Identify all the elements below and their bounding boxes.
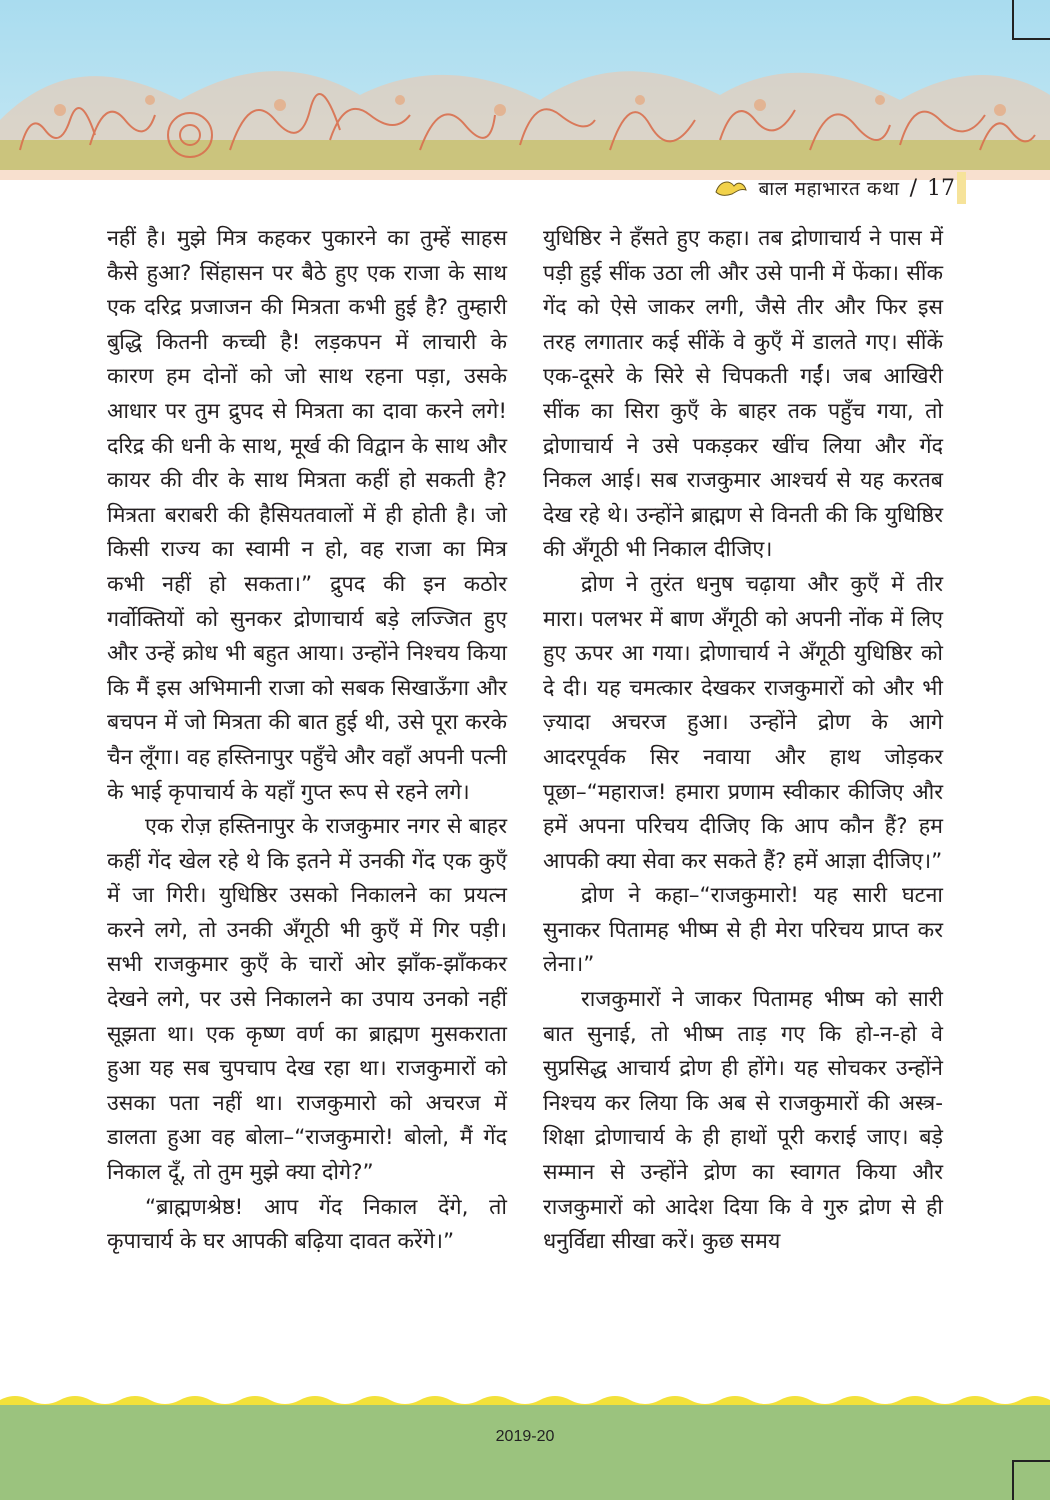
text-column-right — [543, 222, 943, 1260]
paragraph: द्रोण ने तुरंत धनुष चढ़ाया और कुएँ में तीर मारा। पलभर में बाण अँगूठी को अपनी नोंक में लिए हुए ऊपर आ गया। द्रोणाचार्य ने अँगूठी युधिष्ठिर को दे दी। यह चमत्कार देखकर राजकुमारों को और भी ज़्यादा अचरज हुआ। उन्होंने द्रोण के आगे आदरपूर्वक सिर नवाया और हाथ जोड़कर पूछा–“महाराज! हमारा प्रणाम स्वीकार कीजिए और हमें अपना परिचय दीजिए कि आप कौन हैं? हम आपकी क्या सेवा कर सकते हैं? हमें आज्ञा दीजिए।” — [543, 571, 943, 874]
header-separator: / — [909, 175, 917, 201]
paragraph: द्रोण ने कहा–“राजकुमारो! यह सारी घटना सुनाकर पितामह भीष्म से ही मेरा परिचय प्राप्त कर लेना।” — [543, 883, 943, 978]
frieze-decoration — [0, 40, 1050, 180]
footer-band — [0, 1405, 1050, 1500]
header-accent-bar — [957, 172, 966, 204]
crop-mark — [1012, 38, 1050, 40]
running-header — [714, 170, 955, 206]
paragraph: युधिष्ठिर ने हँसते हुए कहा। तब द्रोणाचार्य ने पास में पड़ी हुई सींक उठा ली और उसे पानी में फेंका। सींक गेंद को ऐसे जाकर लगी, जैसे तीर और फिर इस तरह लगातार कई सींकें वे कुएँ में डालते गए। सींकें एक-दूसरे के सिरे से चिपकती गईं। जब आखिरी सींक का सिरा कुएँ के बाहर तक पहुँच गया, तो द्रोणाचार्य ने उसे पकड़कर खींच लिया और गेंद निकल आई। सब राजकुमार आश्चर्य से यह करतब देख रहे थे। उन्होंने ब्राह्मण से विनती की कि युधिष्ठिर की अँगूठी भी निकाल दीजिए। — [543, 226, 943, 563]
page-number: 17 — [927, 175, 955, 201]
paragraph: “ब्राह्मणश्रेष्ठ! आप गेंद निकाल देंगे, तो कृपाचार्य के घर आपकी बढ़िया दावत करेंगे।” — [107, 1194, 507, 1255]
paragraph: राजकुमारों ने जाकर पितामह भीष्म को सारी बात सुनाई, तो भीष्म ताड़ गए कि हो-न-हो वे सुप्रसिद्ध आचार्य द्रोण ही होंगे। यह सोचकर उन्होंने निश्चय कर लिया कि अब से राजकुमारों की अस्त्र-शिक्षा द्रोणाचार्य के ही हाथों पूरी कराई जाए। बड़े सम्मान से उन्होंने द्रोण का स्वागत किया और राजकुमारों को आदेश दिया कि वे गुरु द्रोण से ही धनुर्विद्या सीखा करें। कुछ समय — [543, 987, 943, 1255]
book-title: बाल महाभारत कथा — [758, 178, 900, 200]
paragraph: एक रोज़ हस्तिनापुर के राजकुमार नगर से बाहर कहीं गेंद खेल रहे थे कि इतने में उनकी गेंद एक कुएँ में जा गिरी। युधिष्ठिर उसको निकालने का प्रयत्न करने लगे, तो उनकी अँगूठी भी कुएँ में गिर पड़ी। सभी राजकुमार कुएँ के चारों ओर झाँक-झाँककर देखने लगे, पर उसे निकालने का उपाय उनको नहीं सूझता था। एक कृष्ण वर्ण का ब्राह्मण मुसकराता हुआ यह सब चुपचाप देख रहा था। राजकुमारों को उसका पता नहीं था। राजकुमारो को अचरज में डालता हुआ वह बोला–“राजकुमारो! बोलो, मैं गेंद निकाल दूँ, तो तुम मुझे क्या दोगे?” — [107, 814, 507, 1186]
text-column-left — [107, 222, 507, 1260]
crop-mark — [1012, 1460, 1050, 1462]
header-emblem-icon — [714, 178, 748, 198]
crop-mark — [1012, 1460, 1014, 1500]
footer-year: 2019-20 — [495, 1428, 555, 1445]
crop-mark — [1012, 0, 1014, 40]
paragraph: नहीं है। मुझे मित्र कहकर पुकारने का तुम्हें साहस कैसे हुआ? सिंहासन पर बैठे हुए एक राजा के साथ एक दरिद्र प्रजाजन की मित्रता कभी हुई है? तुम्हारी बुद्धि कितनी कच्ची है! लड़कपन में लाचारी के कारण हम दोनों को जो साथ रहना पड़ा, उसके आधार पर तुम द्रुपद से मित्रता का दावा करने लगे! दरिद्र की धनी के साथ, मूर्ख की विद्वान के साथ और कायर की वीर के साथ मित्रता कहीं हो सकती है? मित्रता बराबरी की हैसियतवालों में ही होती है। जो किसी राज्य का स्वामी न हो, वह राजा का मित्र कभी नहीं हो सकता।” द्रुपद की इन कठोर गर्वोक्तियों को सुनकर द्रोणाचार्य बड़े लज्जित हुए और उन्हें क्रोध भी बहुत आया। उन्होंने निश्चय किया कि मैं इस अभिमानी राजा को सबक सिखाऊँगा और बचपन में जो मित्रता की बात हुई थी, उसे पूरा करके चैन लूँगा। वह हस्तिनापुर पहुँचे और वहाँ अपनी पत्नी के भाई कृपाचार्य के यहाँ गुप्त रूप से रहने लगे। — [107, 226, 507, 805]
